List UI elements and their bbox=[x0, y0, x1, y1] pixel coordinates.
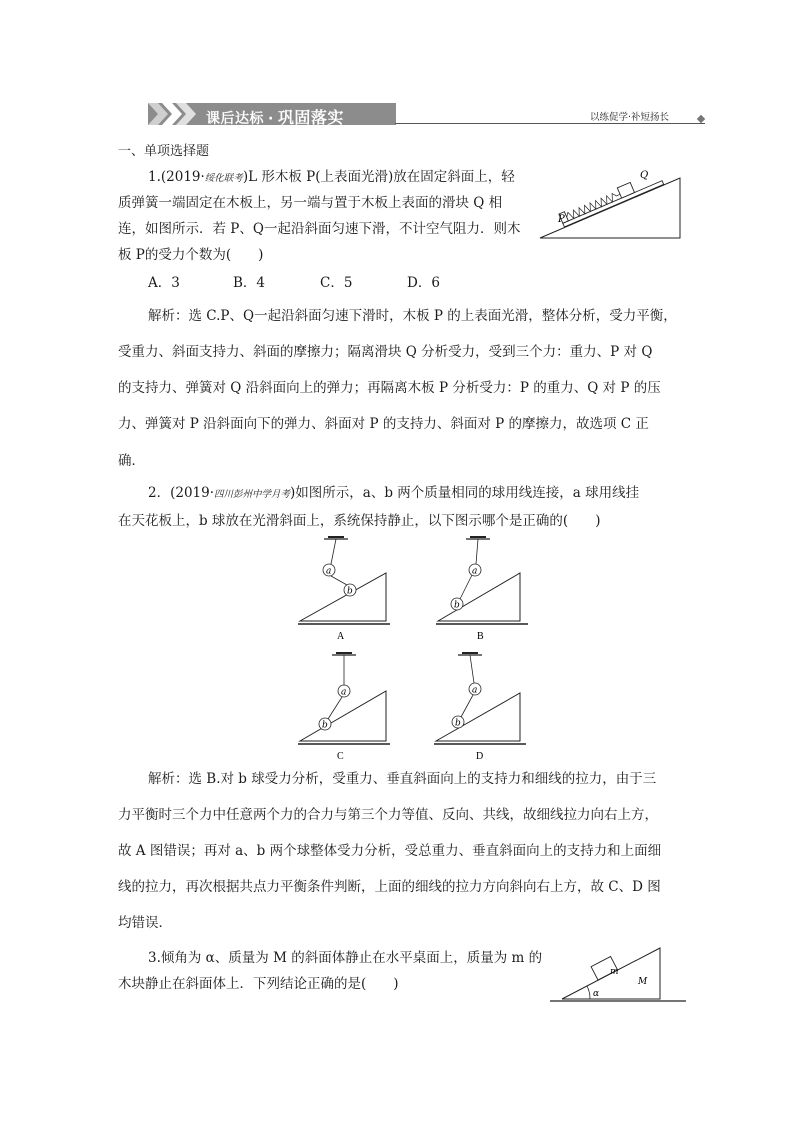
q1-option-d: D．6 bbox=[407, 275, 440, 291]
q1-label-p: P bbox=[558, 214, 565, 225]
q2-figure-d bbox=[434, 649, 528, 761]
chevron-arrows-icon bbox=[148, 103, 204, 125]
q2-a-ball-b: b bbox=[347, 586, 353, 597]
q1-analysis-5: 确． bbox=[118, 453, 145, 469]
q1-option-a: A．3 bbox=[148, 275, 180, 291]
q3-label-m: m bbox=[610, 967, 619, 977]
q1-line4: 板 P的受力个数为( ) bbox=[118, 247, 264, 263]
q2-analysis-1: 解析：选 B.对 b 球受力分析，受重力、垂直斜面向上的支持力和细线的拉力，由于三 bbox=[148, 771, 657, 787]
q2-figure-b bbox=[436, 535, 530, 643]
q1-number: 1.(2019· bbox=[148, 169, 205, 185]
q3-label-alpha: α bbox=[593, 989, 600, 999]
section-title: 一、单项选择题 bbox=[118, 144, 210, 159]
section-banner bbox=[148, 103, 396, 125]
q2-b-ball-a: a bbox=[472, 566, 478, 577]
diamond-icon bbox=[697, 115, 705, 123]
q2-d-ball-a: a bbox=[472, 685, 478, 696]
q3-line1: 3.倾角为 α、质量为 M 的斜面体静止在水平桌面上，质量为 m 的 bbox=[148, 950, 543, 966]
q1-source: 绥化联考 bbox=[204, 173, 243, 184]
q2-d-label: D bbox=[476, 751, 484, 761]
q1-figure-incline-board bbox=[538, 160, 686, 242]
q2-source: 四川彭州中学月考 bbox=[214, 489, 291, 500]
q2-figure-c bbox=[298, 649, 392, 761]
q2-line1 bbox=[148, 484, 639, 504]
q2-c-ball-b: b bbox=[322, 720, 328, 731]
q2-analysis-3: 故 A 图错误；再对 a、b 两个球整体受力分析，受总重力、垂直斜面向上的支持力和上面细 bbox=[118, 843, 662, 859]
q2-c-label: C bbox=[337, 751, 344, 761]
q2-line2: 在天花板上，b 球放在光滑斜面上，系统保持静止，以下图示哪个是正确的( ) bbox=[118, 513, 601, 529]
q1-line3: 连，如图所示．若 P、Q一起沿斜面匀速下滑，不计空气阻力．则木 bbox=[118, 221, 521, 237]
q2-d-ball-b: b bbox=[455, 718, 461, 729]
q1-line2: 质弹簧一端固定在木板上，另一端与置于木板上表面的滑块 Q 相 bbox=[118, 195, 503, 211]
q2-a-label: A bbox=[337, 631, 345, 642]
q1-option-c: C．5 bbox=[320, 275, 353, 291]
q1-analysis-3: 的支持力、弹簧对 Q 沿斜面向上的弹力；再隔离木板 P 分析受力：P 的重力、Q 对 P 的压 bbox=[118, 380, 661, 396]
header-rule bbox=[395, 123, 705, 124]
q2-line1-text: )如图所示，a、b 两个质量相同的球用线连接，a 球用线挂 bbox=[290, 485, 640, 501]
q2-a-ball-a: a bbox=[326, 566, 332, 577]
q1-option-b: B．4 bbox=[233, 275, 266, 291]
q2-number: 2．(2019· bbox=[148, 485, 215, 501]
q2-figure-a bbox=[298, 535, 392, 643]
q2-analysis-5: 均错误． bbox=[118, 915, 172, 931]
banner-title: 课后达标 bbox=[206, 111, 264, 127]
q2-analysis-4: 线的拉力，再次根据共点力平衡条件判断，上面的细线的拉力方向斜向右上方，故 C、D 图 bbox=[118, 879, 661, 895]
banner-subtitle: 巩固落实 bbox=[277, 108, 344, 127]
q2-analysis-2: 力平衡时三个力中任意两个力的合力与第三个力等值、反向、共线，故细线拉力向右上方， bbox=[118, 807, 658, 823]
q2-b-label: B bbox=[477, 631, 484, 642]
q2-c-ball-a: a bbox=[341, 687, 347, 698]
q1-label-q: Q bbox=[640, 170, 649, 181]
q3-label-big-m: M bbox=[638, 977, 648, 987]
q2-b-ball-b: b bbox=[454, 600, 460, 611]
q1-analysis-1: 解析：选 C.P、Q一起沿斜面匀速下滑时，木板 P 的上表面光滑，整体分析，受力平衡， bbox=[148, 308, 677, 324]
q1-line1-text: )L 形木板 P(上表面光滑)放在固定斜面上，轻 bbox=[242, 169, 515, 185]
q1-analysis-2: 受重力、斜面支持力、斜面的摩擦力；隔离滑块 Q 分析受力，受到三个力：重力、P 对 Q bbox=[118, 344, 653, 360]
banner-title-group bbox=[206, 105, 344, 128]
q1-line1 bbox=[148, 168, 515, 188]
q3-figure-wedge-block bbox=[548, 944, 688, 1004]
header-right-text: 以练促学·补短扬长 bbox=[590, 112, 670, 123]
q1-analysis-4: 力、弹簧对 P 沿斜面向下的弹力、斜面对 P 的支持力、斜面对 P 的摩擦力，故选项 C 正 bbox=[118, 416, 649, 432]
banner-dot: · bbox=[268, 111, 274, 127]
q3-line2: 木块静止在斜面体上．下列结论正确的是( ) bbox=[118, 976, 399, 992]
